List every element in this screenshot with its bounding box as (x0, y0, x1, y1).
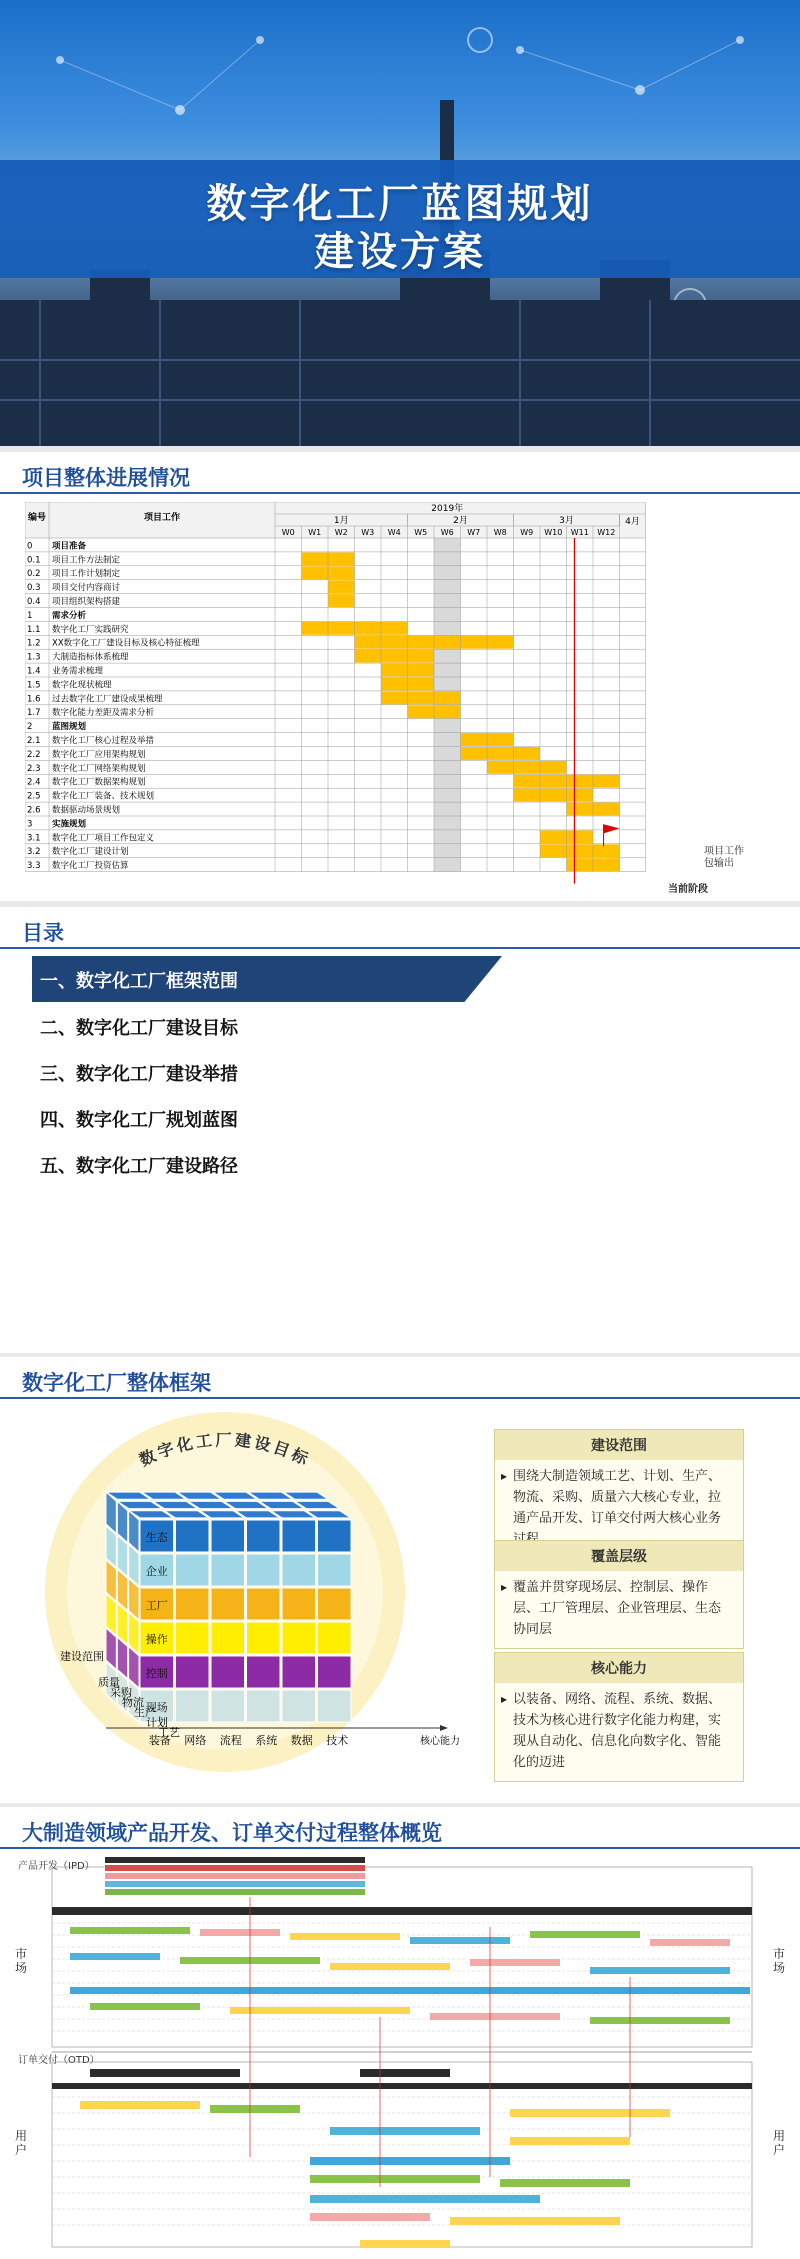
market-label-right: 市场 (772, 1947, 785, 1975)
gantt-row-task: 数字化工厂数据架构规划 (52, 777, 146, 788)
level-box-head: 覆盖层级 (495, 1541, 743, 1571)
gantt-row-code: 2.3 (27, 763, 41, 774)
capability-box-body: ▸ 以装备、网络、流程、系统、数据、技术为核心进行数字化能力构建，实现从自动化、信息化向数字化、智能化的迈进 (495, 1683, 743, 1781)
otd-bottom-block (360, 2240, 450, 2248)
gantt-row-code: 3.1 (27, 833, 41, 844)
gantt-row-task: 大制造指标体系梳理 (52, 652, 129, 663)
gantt-head-week: W7 (467, 528, 481, 537)
ipd-activity-block (290, 1933, 400, 1940)
capability-label: 网络 (184, 1734, 207, 1747)
gantt-bar (355, 650, 435, 663)
gantt-row-task: 数字化工厂实践研究 (52, 624, 129, 635)
gantt-row-code: 2 (27, 722, 33, 733)
title-rule (0, 492, 800, 494)
gantt-head-week: W9 (520, 528, 534, 537)
gantt-bar (328, 594, 355, 607)
gantt-row-task: 数字化能力差距及需求分析 (52, 708, 155, 719)
gantt-head-week: W10 (544, 528, 563, 537)
ipd-activity-block (230, 2007, 410, 2014)
framework-slide (0, 1357, 800, 1803)
cube-front-cell (247, 1520, 281, 1552)
title-rule (0, 1397, 800, 1399)
gantt-row-code: 1.7 (27, 708, 41, 719)
gantt-head-code: 编号 (27, 513, 47, 523)
gantt-head-week: W11 (570, 528, 589, 537)
gantt-row-code: 1.3 (27, 652, 41, 663)
gantt-row-task: 项目组织架构搭建 (52, 597, 121, 607)
toc-title: 目录 (22, 921, 64, 945)
cube-front-cell (318, 1622, 352, 1654)
capability-label: 流程 (219, 1734, 242, 1747)
cube-front-cell (247, 1588, 281, 1620)
cube-front-cell (211, 1690, 245, 1722)
ipd-activity-block (330, 1963, 450, 1970)
gantt-head-week: W1 (308, 528, 322, 537)
cube-layer-label: 企业 (145, 1565, 168, 1578)
gantt-row-task: 数字化工厂投资估算 (52, 861, 129, 872)
otd-activity-block (80, 2101, 200, 2109)
otd-activity-block (510, 2109, 670, 2117)
cube-front-cell (247, 1554, 281, 1586)
gantt-head-week: W8 (493, 528, 507, 537)
toc-item-5[interactable]: 五、数字化工厂建设路径 (40, 1156, 238, 1177)
ipd-plan-bar (105, 1873, 365, 1879)
gantt-row-code: 1.1 (27, 624, 41, 635)
milestone-flag-icon (604, 824, 620, 833)
domain-label: 质量 (98, 1676, 120, 1689)
cube-front-cell (282, 1656, 316, 1688)
gantt-row-code: 2.5 (27, 791, 41, 802)
ipd-activity-block (590, 2017, 730, 2024)
otd-activity-block (310, 2195, 540, 2203)
ipd-activity-block (530, 1931, 640, 1938)
gantt-row-task: 需求分析 (52, 610, 87, 621)
domain-label: 生产 (134, 1706, 156, 1719)
cube-front-cell (318, 1656, 352, 1688)
cube-front-cell (247, 1622, 281, 1654)
ipd-activity-block (70, 1987, 750, 1994)
cube-front-cell (282, 1690, 316, 1722)
cover-slide (0, 0, 800, 446)
ipd-activity-block (410, 1937, 510, 1944)
gantt-bar (461, 747, 541, 760)
framework-title: 数字化工厂整体框架 (22, 1371, 211, 1395)
toc-item-1[interactable]: 一、数字化工厂框架范围 (40, 971, 238, 992)
capability-box (494, 1652, 744, 1782)
otd-top-bar (360, 2069, 450, 2077)
gantt-row-code: 0.2 (27, 569, 41, 580)
domain-label: 采购 (110, 1686, 132, 1699)
gantt-row-code: 1.2 (27, 638, 41, 649)
cube-front-cell (318, 1554, 352, 1586)
cube-front-cell (282, 1554, 316, 1586)
deliverable-note: 项目工作包输出 (704, 846, 744, 869)
gantt-row-task: 过去数字化工厂建设成果梳理 (52, 694, 163, 705)
toc-item-3[interactable]: 三、数字化工厂建设举措 (40, 1064, 238, 1085)
cover-title-line1: 数字化工厂蓝图规划 (206, 181, 594, 227)
otd-label: 订单交付（OTD） (18, 2055, 100, 2066)
cube-front-cell (211, 1588, 245, 1620)
gantt-head-week: W6 (440, 528, 454, 537)
cube-front-cell (318, 1690, 352, 1722)
cube-front-cell (176, 1622, 210, 1654)
gantt-row-task: 业务需求梳理 (52, 666, 104, 677)
core-axis-arrow (440, 1725, 448, 1731)
gantt-head-week: W5 (414, 528, 428, 537)
framework-cube-diagram (20, 1402, 490, 1802)
gantt-row-code: 1.4 (27, 666, 41, 677)
gantt-bar (540, 844, 620, 857)
title-rule (0, 1847, 800, 1849)
capability-label: 系统 (255, 1734, 278, 1747)
gantt-row-code: 0.3 (27, 583, 41, 594)
gantt-row-task: 实施规划 (52, 819, 87, 830)
otd-phase-bar (52, 2083, 752, 2089)
cube-front-cell (211, 1656, 245, 1688)
gantt-row-task: 数字化工厂核心过程及举措 (52, 736, 155, 746)
process-title: 大制造领域产品开发、订单交付过程整体概览 (22, 1821, 442, 1845)
otd-activity-block (210, 2105, 300, 2113)
gantt-row-code: 0.1 (27, 555, 41, 566)
gantt-row-code: 1.6 (27, 694, 41, 705)
gantt-row-task: 数字化工厂建设计划 (52, 847, 129, 858)
gantt-row-code: 3.3 (27, 861, 41, 872)
cube-layer-label: 操作 (145, 1633, 168, 1646)
gantt-bar (487, 761, 567, 774)
ipd-label: 产品开发（IPD） (18, 1861, 95, 1872)
user-label-right: 用户 (772, 2129, 785, 2157)
ipd-activity-block (650, 1939, 730, 1946)
toc-item-4[interactable]: 四、数字化工厂规划蓝图 (40, 1110, 238, 1131)
gantt-row-task: 项目准备 (52, 541, 87, 552)
gantt-row-task: 数字化现状梳理 (52, 680, 112, 691)
otd-activity-block (310, 2157, 510, 2165)
cube-front-cell (176, 1690, 210, 1722)
progress-slide (0, 452, 800, 901)
user-label-left: 用户 (14, 2129, 27, 2157)
cube-front-cell (211, 1520, 245, 1552)
gantt-head-task: 项目工作 (143, 513, 181, 523)
gantt-head-month: 2月 (453, 516, 468, 526)
level-box (494, 1540, 744, 1649)
ipd-plan-bar (105, 1865, 365, 1871)
capability-label: 技术 (326, 1734, 349, 1747)
ipd-plan-bar (105, 1889, 365, 1895)
gantt-head-month: 4月 (625, 517, 640, 527)
cube-front-cell (176, 1554, 210, 1586)
toc-slide (0, 907, 800, 1353)
gantt-row-task: 项目工作计划制定 (52, 569, 121, 580)
cube-front-cell (211, 1622, 245, 1654)
cube-front-cell (247, 1656, 281, 1688)
gantt-row-task: 项目交付内容商讨 (52, 583, 121, 594)
domain-label: 物流 (122, 1696, 144, 1709)
gantt-bar (514, 789, 594, 802)
gantt-bar (328, 580, 355, 593)
market-label-left: 市场 (14, 1947, 27, 1975)
cube-front-cell (282, 1588, 316, 1620)
ipd-phase-bar (52, 1907, 752, 1915)
cube-front-cell (318, 1588, 352, 1620)
gantt-head-week: W12 (597, 528, 616, 537)
gantt-chart (25, 502, 775, 897)
cube-front-cell (318, 1520, 352, 1552)
cube-front-cell (282, 1520, 316, 1552)
ipd-activity-block (430, 2013, 560, 2020)
process-overview-diagram (30, 1857, 770, 2252)
gantt-head-week: W0 (281, 528, 295, 537)
gantt-row-code: 2.1 (27, 736, 41, 746)
gantt-row-task: XX数字化工厂建设目标及核心特征梳理 (52, 638, 200, 649)
ipd-activity-block (90, 2003, 200, 2010)
capability-box-head: 核心能力 (495, 1653, 743, 1683)
otd-activity-block (450, 2217, 620, 2225)
gantt-row-task: 项目工作方法制定 (52, 555, 121, 566)
core-axis-label: 核心能力 (420, 1736, 460, 1747)
target-arc-label: 数字化工厂建设目标 (136, 1430, 314, 1470)
cube-front-cell (211, 1554, 245, 1586)
current-stage-label: 当前阶段 (668, 884, 708, 895)
scope-axis-label: 建设范围 (60, 1650, 104, 1663)
capability-label: 数据 (290, 1734, 313, 1747)
gantt-row-code: 1 (27, 610, 33, 621)
gantt-head-year: 2019年 (431, 504, 464, 514)
process-slide (0, 1807, 800, 2259)
domain-label: 计划 (146, 1716, 168, 1729)
cube-front-cell (282, 1622, 316, 1654)
capability-label: 装备 (148, 1734, 171, 1747)
ipd-activity-block (470, 1959, 560, 1966)
cube-layer-label: 控制 (145, 1667, 168, 1680)
cube-layer-label: 现场 (145, 1701, 168, 1714)
gantt-head-week: W3 (361, 528, 375, 537)
cube-front-cell (176, 1520, 210, 1552)
gantt-head-month: 1月 (333, 516, 349, 526)
ipd-activity-block (200, 1929, 280, 1936)
gantt-row-code: 1.5 (27, 680, 41, 691)
otd-activity-block (310, 2213, 430, 2221)
otd-top-bar (90, 2069, 240, 2077)
gantt-row-task: 数字化工厂项目工作包定义 (52, 833, 155, 844)
otd-activity-block (330, 2127, 480, 2135)
gantt-row-code: 0.4 (27, 597, 41, 607)
cube-layer-label: 生态 (145, 1531, 168, 1544)
title-rule (0, 947, 800, 949)
gantt-row-task: 数字化工厂应用架构规划 (52, 749, 146, 760)
gantt-row-code: 2.2 (27, 749, 41, 760)
gantt-row-code: 2.4 (27, 777, 41, 788)
cube-layer-label: 工厂 (145, 1599, 168, 1612)
ipd-activity-block (590, 1967, 730, 1974)
gantt-head-month: 3月 (559, 516, 574, 526)
cube-front-cell (247, 1690, 281, 1722)
scope-box-body: ▸ 围绕大制造领域工艺、计划、生产、物流、采购、质量六大核心专业，拉通产品开发、订单交付两大核心业务 (495, 1460, 743, 1558)
ipd-activity-block (70, 1927, 190, 1934)
gantt-row-code: 2.6 (27, 805, 41, 816)
otd-activity-block (500, 2179, 630, 2187)
otd-activity-block (510, 2137, 630, 2145)
cube-front-cell (176, 1656, 210, 1688)
gantt-row-code: 3 (27, 819, 33, 830)
gantt-row-task: 数据驱动场景规划 (52, 805, 121, 816)
otd-activity-block (310, 2175, 480, 2183)
progress-title: 项目整体进展情况 (22, 466, 190, 490)
gantt-bar (381, 691, 461, 704)
gantt-head-week: W2 (334, 528, 348, 537)
domain-label: 工艺 (158, 1726, 180, 1739)
gantt-row-task: 蓝图规划 (52, 722, 87, 733)
gantt-row-task: 数字化工厂装备、技术规划 (52, 791, 155, 802)
gantt-row-code: 0 (27, 541, 33, 552)
toc-item-2[interactable]: 二、数字化工厂建设目标 (40, 1018, 238, 1039)
ipd-top-bar (105, 1857, 365, 1863)
cover-title-line2: 建设方案 (314, 229, 486, 275)
gantt-head-week: W4 (387, 528, 401, 537)
scope-box-head: 建设范围 (495, 1430, 743, 1460)
ipd-plan-bar (105, 1881, 365, 1887)
gantt-row-task: 数字化工厂网络架构规划 (52, 763, 146, 774)
level-box-body: ▸ 覆盖并贯穿现场层、控制层、操作层、工厂管理层、企业管理层、生态协同层 (495, 1571, 743, 1648)
gantt-row-code: 3.2 (27, 847, 41, 858)
cube-front-cell (176, 1588, 210, 1620)
ipd-activity-block (70, 1953, 160, 1960)
